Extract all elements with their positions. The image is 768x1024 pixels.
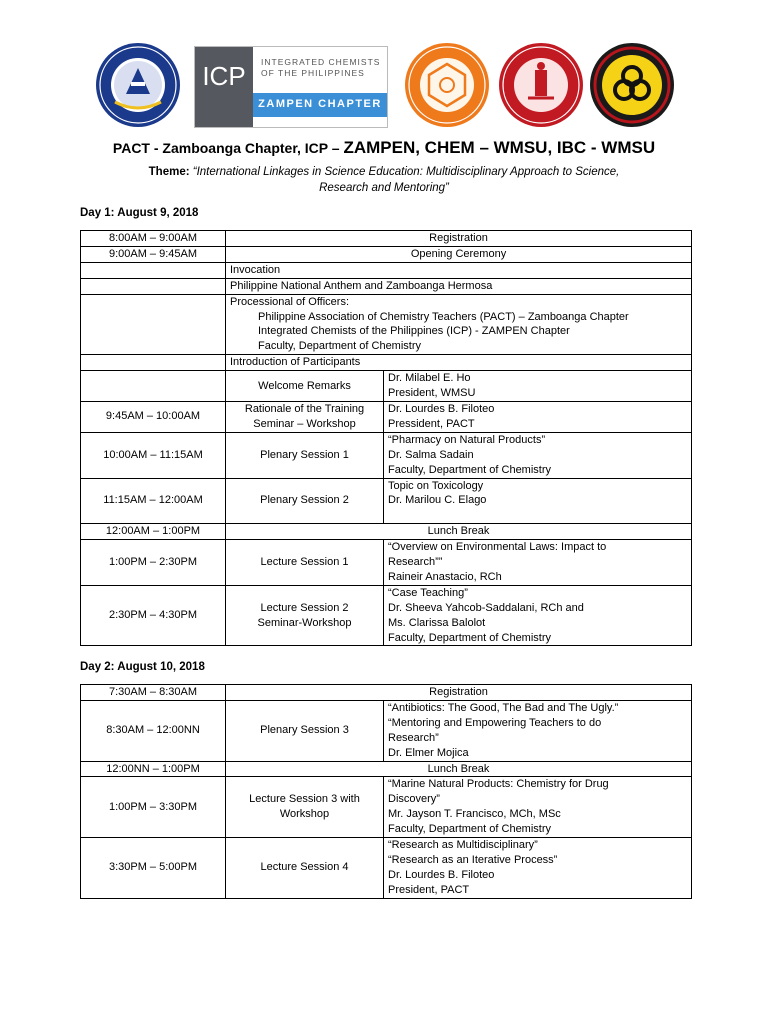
- details-cell: [384, 585, 692, 646]
- wmsu-seal-logo: [498, 42, 584, 128]
- details-cell: [384, 700, 692, 761]
- time-cell: 2:30PM – 4:30PM: [81, 585, 226, 646]
- activity-line: Lecture Session 3 with: [249, 793, 360, 806]
- activity-cell: Registration: [226, 685, 692, 701]
- time-cell: 1:00PM – 3:30PM: [81, 777, 226, 838]
- time-cell: 9:45AM – 10:00AM: [81, 401, 226, 432]
- detail-line: Raineir Anastacio, RCh: [388, 570, 502, 583]
- time-cell: [81, 355, 226, 371]
- detail-line: Faculty, Department of Chemistry: [388, 463, 552, 476]
- details-cell: [384, 401, 692, 432]
- detail-line: Discovery”: [388, 793, 440, 806]
- csm-seal-logo: [404, 42, 490, 128]
- activity-cell: Lunch Break: [226, 524, 692, 540]
- activity-cell: Lecture Session 4: [226, 838, 384, 899]
- detail-line: “Marine Natural Products: Chemistry for Drug: [388, 778, 609, 791]
- details-cell: [384, 371, 692, 402]
- detail-line: President, WMSU: [388, 387, 476, 400]
- time-cell: 9:00AM – 9:45AM: [81, 246, 226, 262]
- time-cell: 8:30AM – 12:00NN: [81, 700, 226, 761]
- detail-line: Dr. Milabel E. Ho: [388, 372, 471, 385]
- document-title: [0, 138, 768, 158]
- detail-line: President, PACT: [388, 883, 470, 896]
- icp-name-line1: INTEGRATED CHEMISTS: [261, 57, 381, 67]
- table-row: [81, 540, 692, 586]
- icp-abbr: ICP: [202, 61, 246, 91]
- activity-cell: Lecture Session 1: [226, 540, 384, 586]
- day1-schedule-table: [80, 230, 692, 646]
- detail-line: Pressident, PACT: [388, 417, 475, 430]
- icp-logo: [194, 46, 388, 128]
- program-cell: Philippine National Anthem and Zamboanga Hermosa: [226, 278, 692, 294]
- detail-line: Faculty, Department of Chemistry: [388, 631, 552, 644]
- table-row: [81, 401, 692, 432]
- processional-item: Philippine Association of Chemistry Teachers (PACT) – Zamboanga Chapter: [258, 310, 629, 323]
- time-cell: 1:00PM – 2:30PM: [81, 540, 226, 586]
- detail-line: “Mentoring and Empowering Teachers to do: [388, 716, 602, 729]
- activity-line: Seminar – Workshop: [253, 417, 356, 430]
- detail-line: Dr. Marilou C. Elago: [388, 494, 487, 507]
- details-cell: [384, 777, 692, 838]
- detail-line: [388, 508, 687, 523]
- detail-line: Mr. Jayson T. Francisco, MCh, MSc: [388, 808, 561, 821]
- table-row: [81, 838, 692, 899]
- processional-item: Integrated Chemists of the Philippines (ICP) - ZAMPEN Chapter: [258, 325, 570, 338]
- program-cell: [226, 294, 692, 355]
- detail-line: Topic on Toxicology: [388, 479, 484, 492]
- activity-cell: [226, 585, 384, 646]
- table-row: [81, 278, 692, 294]
- detail-line: Faculty, Department of Chemistry: [388, 823, 552, 836]
- day2-heading: Day 2: August 10, 2018: [80, 661, 205, 673]
- details-cell: [384, 478, 692, 524]
- time-cell: 10:00AM – 11:15AM: [81, 432, 226, 478]
- time-cell: 12:00NN – 1:00PM: [81, 761, 226, 777]
- detail-line: “Antibiotics: The Good, The Bad and The Ugly.”: [388, 701, 619, 714]
- detail-line: Dr. Sheeva Yahcob-Saddalani, RCh and: [388, 601, 584, 614]
- detail-line: “Case Teaching”: [388, 586, 468, 599]
- table-row: [81, 524, 692, 540]
- activity-line: Workshop: [279, 808, 330, 821]
- activity-line: Lecture Session 2: [260, 601, 349, 614]
- theme-text-line2: Research and Mentoring”: [319, 182, 449, 194]
- details-cell: [384, 838, 692, 899]
- day1-heading: Day 1: August 9, 2018: [80, 207, 199, 219]
- activity-cell: Lunch Break: [226, 761, 692, 777]
- activity-cell: Opening Ceremony: [226, 246, 692, 262]
- details-cell: [384, 540, 692, 586]
- activity-cell: Plenary Session 3: [226, 700, 384, 761]
- detail-line: Dr. Lourdes B. Filoteo: [388, 868, 495, 881]
- theme-text-line1: “International Linkages in Science Education: Multidisciplinary Approach to Science,: [192, 166, 620, 178]
- table-row: [81, 761, 692, 777]
- detail-line: Dr. Elmer Mojica: [388, 746, 469, 759]
- detail-line: Research”: [388, 731, 439, 744]
- table-row: [81, 231, 692, 247]
- logo-banner: [0, 38, 768, 130]
- detail-line: “Research as Multidisciplinary”: [388, 839, 538, 852]
- biohazard-seal-logo: [589, 42, 675, 128]
- activity-cell: [226, 401, 384, 432]
- table-row: [81, 585, 692, 646]
- time-cell: 12:00AM – 1:00PM: [81, 524, 226, 540]
- program-cell: Invocation: [226, 262, 692, 278]
- activity-cell: Plenary Session 1: [226, 432, 384, 478]
- document-header: [0, 138, 768, 196]
- details-cell: [384, 432, 692, 478]
- time-cell: 8:00AM – 9:00AM: [81, 231, 226, 247]
- table-row: [81, 262, 692, 278]
- detail-line: Dr. Lourdes B. Filoteo: [388, 402, 495, 415]
- detail-line: Ms. Clarissa Balolot: [388, 616, 486, 629]
- table-row: [81, 371, 692, 402]
- activity-line: Seminar-Workshop: [257, 616, 352, 629]
- activity-cell: Plenary Session 2: [226, 478, 384, 524]
- table-row: [81, 700, 692, 761]
- pact-seal-logo: [95, 42, 181, 128]
- processional-item: Faculty, Department of Chemistry: [258, 340, 422, 353]
- title-part2: ZAMPEN, CHEM – WMSU, IBC - WMSU: [343, 138, 656, 157]
- icp-name-line2: OF THE PHILIPPINES: [261, 68, 365, 78]
- table-row: [81, 246, 692, 262]
- title-part1: PACT - Zamboanga Chapter, ICP –: [112, 140, 344, 156]
- detail-line: Dr. Salma Sadain: [388, 448, 474, 461]
- detail-line: Research””: [388, 556, 443, 569]
- table-row: [81, 432, 692, 478]
- detail-line: “Overview on Environmental Laws: Impact to: [388, 541, 607, 554]
- activity-cell: [226, 777, 384, 838]
- theme-label: Theme:: [148, 166, 193, 178]
- icp-chapter: ZAMPEN CHAPTER: [258, 98, 382, 110]
- time-cell: [81, 278, 226, 294]
- activity-line: Rationale of the Training: [244, 402, 365, 415]
- activity-cell: Registration: [226, 231, 692, 247]
- activity-cell: Welcome Remarks: [226, 371, 384, 402]
- program-cell: Introduction of Participants: [226, 355, 692, 371]
- time-cell: [81, 294, 226, 355]
- table-row: [81, 294, 692, 355]
- time-cell: 3:30PM – 5:00PM: [81, 838, 226, 899]
- table-row: [81, 478, 692, 524]
- table-row: [81, 355, 692, 371]
- theme: [0, 164, 768, 196]
- day2-schedule-table: [80, 684, 692, 899]
- time-cell: [81, 262, 226, 278]
- processional-label: Processional of Officers:: [230, 295, 350, 308]
- time-cell: [81, 371, 226, 402]
- table-row: [81, 777, 692, 838]
- time-cell: 11:15AM – 12:00AM: [81, 478, 226, 524]
- detail-line: “Research as an Iterative Process”: [388, 853, 558, 866]
- table-row: [81, 685, 692, 701]
- detail-line: “Pharmacy on Natural Products”: [388, 433, 546, 446]
- time-cell: 7:30AM – 8:30AM: [81, 685, 226, 701]
